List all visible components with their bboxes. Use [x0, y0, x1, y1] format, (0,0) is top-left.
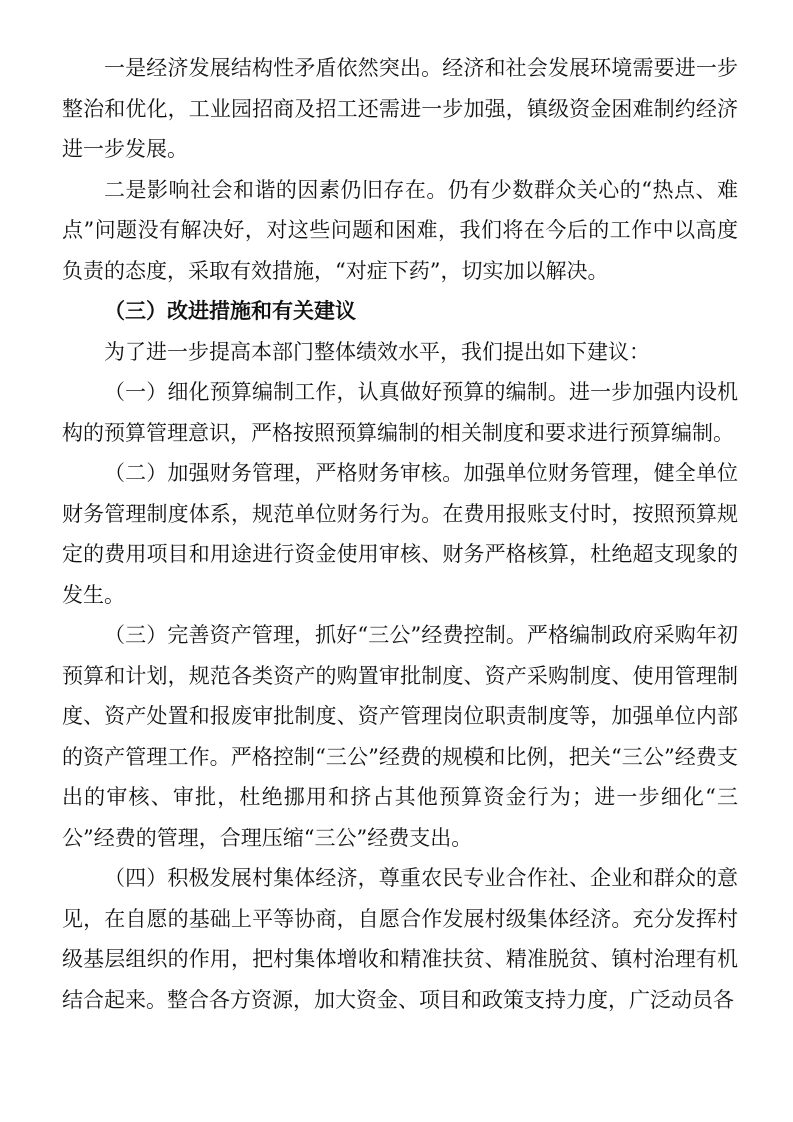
document-body [62, 48, 738, 1020]
paragraph-economic-structure: 一是经济发展结构性矛盾依然突出。经济和社会发展环境需要进一步整治和优化，工业园招商及招工还需进一步加强，镇级资金困难制约经济进一步发展。 [62, 56, 738, 161]
paragraph-suggestion-budget: （一）细化预算编制工作，认真做好预算的编制。进一步加强内设机构的预算管理意识，严格按照预算编制的相关制度和要求进行预算编制。 [62, 380, 738, 445]
paragraph-suggestions-intro: 为了进一步提高本部门整体绩效水平，我们提出如下建议： [104, 339, 650, 364]
paragraph-suggestion-village-economy: （四）积极发展村集体经济，尊重农民专业合作社、企业和群众的意见，在自愿的基础上平等协商，自愿合作发展村级集体经济。充分发挥村级基层组织的作用，把村集体增收和精准扶贫、精准脱贫、镇村治理有机结合起来。整合各方资源，加大资金、项目和政策支持力度，广泛动员各 [62, 866, 738, 1012]
paragraph-suggestion-assets: （三）完善资产管理，抓好“三公”经费控制。严格编制政府采购年初预算和计划，规范各类资产的购置审批制度、资产采购制度、使用管理制度、资产处置和报废审批制度、资产管理岗位职责制度等，加强单位内部的资产管理工作。严格控制“三公”经费的规模和比例，把关“三公”经费支出的审核、审批，杜绝挪用和挤占其他预算资金行为；进一步细化“三公”经费的管理，合理压缩“三公”经费支出。 [62, 623, 738, 850]
paragraph-social-harmony: 二是影响社会和谐的因素仍旧存在。仍有少数群众关心的“热点、难点”问题没有解决好，对这些问题和困难，我们将在今后的工作中以高度负责的态度，采取有效措施，“对症下药”，切实加以解决。 [62, 177, 738, 283]
paragraph-suggestion-finance: （二）加强财务管理，严格财务审核。加强单位财务管理，健全单位财务管理制度体系，规范单位财务行为。在费用报账支付时，按照预算规定的费用项目和用途进行资金使用审核、财务严格核算，杜绝超支现象的发生。 [62, 461, 738, 607]
section-heading-improvement-measures: （三）改进措施和有关建议 [104, 299, 356, 323]
